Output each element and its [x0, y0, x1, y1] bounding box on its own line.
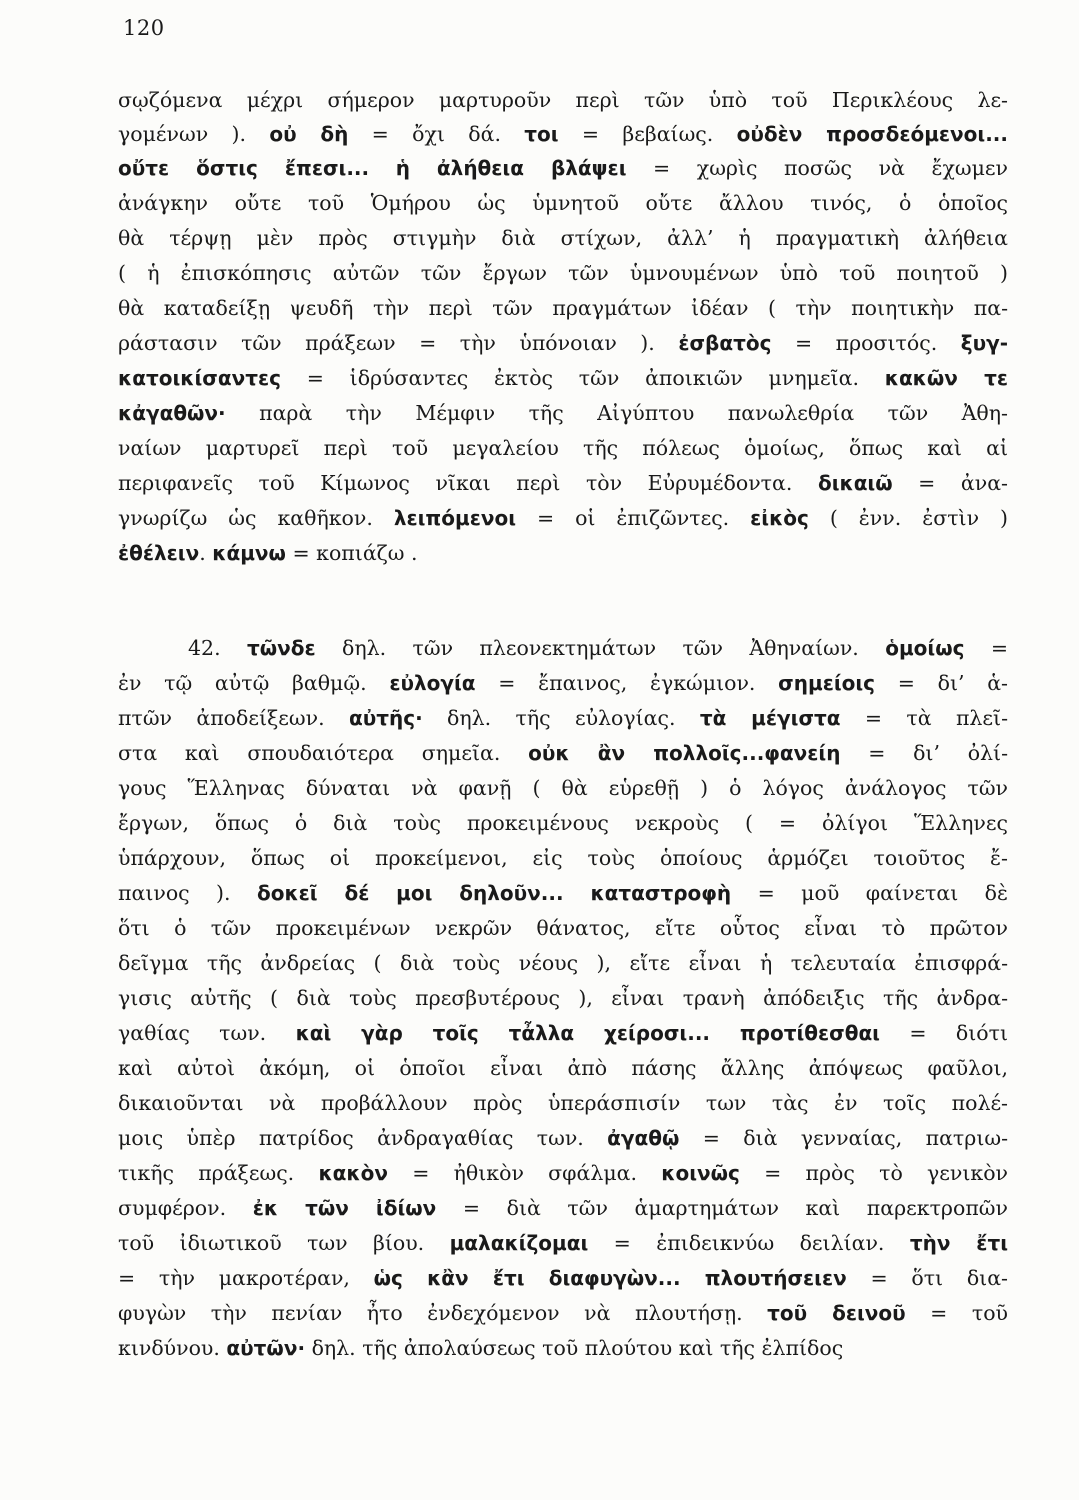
text-line [118, 875, 1008, 911]
lemma: λειπόμενοι [393, 506, 516, 530]
lemma: κακὸν [318, 1161, 388, 1185]
gloss-text: ράστασιν τῶν πράξεων = τὴν ὑπόνοιαν ). [118, 331, 679, 355]
gloss-text: περιφανεῖς τοῦ Κίμωνος νῖκαι περὶ τὸν Εὐρυμέδοντα. [118, 471, 818, 495]
text-line [118, 805, 1008, 841]
gloss-text: φυγὼν τὴν πενίαν ἦτο ἐνδεχόμενον νὰ πλουτήσῃ. [118, 1301, 768, 1325]
text-line [118, 980, 1008, 1016]
text-line [118, 465, 1008, 501]
lemma: δοκεῖ δέ μοι δηλοῦν... καταστροφὴ [256, 881, 732, 905]
text-line [118, 840, 1008, 876]
lemma: κἀγαθῶν· [118, 401, 226, 425]
text-line [118, 735, 1008, 771]
text-line [118, 1155, 1008, 1191]
text-line [118, 665, 1008, 701]
lemma: εὐλογία [389, 671, 476, 695]
gloss-text: ἐν τῷ αὐτῷ βαθμῷ. [118, 671, 390, 695]
text-line [118, 185, 1008, 221]
text-line [188, 630, 1008, 666]
gloss-text: καὶ αὐτοὶ ἀκόμη, οἱ ὁποῖοι εἶναι ἀπὸ πάσης ἄλλης ἀπόψεως φαῦλοι, [118, 1056, 1008, 1080]
gloss-text: = ἠθικὸν σφάλμα. [387, 1161, 662, 1185]
lemma: αὐτῶν· [226, 1336, 306, 1360]
lemma: κάμνω [212, 541, 286, 565]
text-line [118, 1085, 1008, 1121]
gloss-text: κινδύνου. [118, 1336, 227, 1360]
gloss-text: . [199, 541, 213, 565]
gloss-text: = διὰ γενναίας, πατριω- [679, 1126, 1008, 1150]
gloss-text: σῳζόμενα μέχρι σήμερον μαρτυροῦν περὶ τῶν ὑπὸ τοῦ Περικλέους λε- [118, 88, 1008, 112]
gloss-text: = [964, 636, 1008, 660]
page-number: 120 [123, 16, 165, 40]
gloss-text: συμφέρον. [118, 1196, 253, 1220]
lemma: οὐκ ἂν πολλοῖς...φανείη [528, 741, 841, 765]
gloss-text: = ἔπαινος, ἐγκώμιον. [475, 671, 779, 695]
lemma: τοῦ δεινοῦ [767, 1301, 906, 1325]
lemma: ὁμοίως [885, 636, 965, 660]
text-line [118, 395, 1008, 431]
gloss-text: = προσιτός. [771, 331, 961, 355]
gloss-text: = μοῦ φαίνεται δὲ [731, 881, 1008, 905]
gloss-text: = κοπιάζω . [285, 541, 418, 565]
gloss-text: γνωρίζω ὡς καθῆκον. [118, 506, 394, 530]
gloss-text: ( ἐνν. ἐστὶν ) [808, 506, 1008, 530]
gloss-text: ἀνάγκην οὔτε τοῦ Ὁμήρου ὡς ὑμνητοῦ οὔτε ἄλλου τινός, ὁ ὁποῖος [118, 191, 1008, 215]
gloss-text: δηλ. τῆς εὐλογίας. [422, 706, 700, 730]
gloss-text: = οἱ ἐπιζῶντες. [516, 506, 751, 530]
lemma: σημείοις [778, 671, 876, 695]
gloss-text: = τοῦ [905, 1301, 1008, 1325]
lemma: ἐκ τῶν ἰδίων [252, 1196, 437, 1220]
text-line [118, 500, 1008, 536]
gloss-text: = τὰ πλεῖ- [840, 706, 1008, 730]
gloss-text: = ἱδρύσαντες ἐκτὸς τῶν ἀποικιῶν μνημεῖα. [280, 366, 885, 390]
text-line [118, 910, 1008, 946]
text-line [118, 770, 1008, 806]
gloss-text: δικαιοῦνται νὰ προβάλλουν πρὸς ὑπεράσπισίν των τὰς ἐν τοῖς πολέ- [118, 1091, 1008, 1115]
gloss-text: ( ἡ ἐπισκόπησις αὐτῶν τῶν ἔργων τῶν ὑμνουμένων ὑπὸ τοῦ ποιητοῦ ) [118, 261, 1008, 285]
lemma: κατοικίσαντες [118, 366, 281, 390]
gloss-text: = τὴν μακροτέραν, [118, 1266, 374, 1290]
gloss-text: = χωρὶς ποσῶς νὰ ἔχωμεν [626, 156, 1008, 180]
lemma: καὶ γὰρ τοῖς τἆλλα χείροσι... προτίθεσθαι [295, 1021, 880, 1045]
text-line [118, 1260, 1008, 1296]
lemma: οὐ δὴ [269, 122, 349, 146]
text-line [118, 1190, 1008, 1226]
gloss-text: πτῶν ἀποδείξεων. [118, 706, 349, 730]
gloss-text: δεῖγμα τῆς ἀνδρείας ( διὰ τοὺς νέους ), εἴτε εἶναι ἡ τελευταία ἐπισφρά- [118, 951, 1008, 975]
gloss-text [369, 156, 396, 180]
text-line [118, 1330, 1008, 1366]
lemma: ξυγ- [960, 331, 1008, 355]
lemma: ἀγαθῷ [607, 1126, 680, 1150]
text-line [118, 82, 1008, 118]
gloss-text: παρὰ τὴν Μέμφιν τῆς Αἰγύπτου πανωλεθρία τῶν Ἀθη- [225, 401, 1008, 425]
gloss-text: γους Ἕλληνας δύναται νὰ φανῇ ( θὰ εὑρεθῇ ) ὁ λόγος ἀνάλογος τῶν [118, 776, 1008, 800]
text-line [118, 1015, 1008, 1051]
lemma: τὰ μέγιστα [699, 706, 841, 730]
text-line [118, 116, 1008, 152]
text-line [118, 325, 1008, 361]
text-line [118, 290, 1008, 326]
gloss-text: = διότι [879, 1021, 1008, 1045]
gloss-text: = πρὸς τὸ γενικὸν [739, 1161, 1008, 1185]
gloss-text: ἔργων, ὅπως ὁ διὰ τοὺς προκειμένους νεκροὺς ( = ὀλίγοι Ἕλληνες [118, 811, 1008, 835]
text-line [118, 1295, 1008, 1331]
gloss-text: = δι’ ἁ- [875, 671, 1008, 695]
text-line [118, 430, 1008, 466]
gloss-text: γαθίας των. [118, 1021, 296, 1045]
text-line [118, 1120, 1008, 1156]
gloss-text: παινος ). [118, 881, 257, 905]
gloss-text: δηλ. τῶν πλεονεκτημάτων τῶν Ἀθηναίων. [315, 636, 886, 660]
gloss-text: = δι’ ὀλί- [840, 741, 1008, 765]
lemma: ἐσβατὸς [678, 331, 772, 355]
lemma: τὴν ἔτι [909, 1231, 1008, 1255]
lemma: κοινῶς [661, 1161, 740, 1185]
text-line [118, 700, 1008, 736]
text-line [118, 945, 1008, 981]
gloss-text: ὑπάρχουν, ὅπως οἱ προκείμενοι, εἰς τοὺς ὁποίους ἁρμόζει τοιοῦτος ἔ- [118, 846, 1008, 870]
gloss-text: ὅτι ὁ τῶν προκειμένων νεκρῶν θάνατος, εἴτε οὗτος εἶναι τὸ πρῶτον [118, 916, 1008, 940]
gloss-text: γισις αὐτῆς ( διὰ τοὺς πρεσβυτέρους ), εἶναι τρανὴ ἀπόδειξις τῆς ἀνδρα- [118, 986, 1008, 1010]
lemma: ὡς κἂν ἔτι διαφυγὼν... πλουτήσειεν [373, 1266, 847, 1290]
text-line [118, 150, 1008, 186]
gloss-text: θὰ καταδείξῃ ψευδῆ τὴν περὶ τῶν πραγμάτων ἰδέαν ( τὴν ποιητικὴν πα- [118, 296, 1008, 320]
gloss-text: = ἀνα- [892, 471, 1008, 495]
lemma: τοι [524, 122, 559, 146]
gloss-text: στα καὶ σπουδαιότερα σημεῖα. [118, 741, 529, 765]
gloss-text: 42. [188, 636, 247, 660]
text-line [118, 1050, 1008, 1086]
gloss-text: = βεβαίως. [558, 122, 737, 146]
text-line [118, 220, 1008, 256]
gloss-text: ναίων μαρτυρεῖ περὶ τοῦ μεγαλείου τῆς πόλεως ὁμοίως, ὅπως καὶ αἱ [118, 436, 1008, 460]
lemma: τῶνδε [246, 636, 316, 660]
gloss-text: τοῦ ἰδιωτικοῦ των βίου. [118, 1231, 450, 1255]
gloss-text: δηλ. τῆς ἀπολαύσεως τοῦ πλούτου καὶ τῆς ἐλπίδος [305, 1336, 844, 1360]
text-line [118, 360, 1008, 396]
text-line [118, 1225, 1008, 1261]
gloss-text: = διὰ τῶν ἁμαρτημάτων καὶ παρεκτροπῶν [436, 1196, 1008, 1220]
lemma: μαλακίζομαι [449, 1231, 589, 1255]
lemma: δικαιῶ [817, 471, 893, 495]
gloss-text: γομένων ). [118, 122, 270, 146]
text-line [118, 255, 1008, 291]
gloss-text: τικῆς πράξεως. [118, 1161, 319, 1185]
gloss-text: = ὅτι δια- [846, 1266, 1008, 1290]
lemma: οὐδὲν προσδεόμενοι... [736, 122, 1008, 146]
lemma: αὐτῆς· [348, 706, 423, 730]
lemma: ἡ ἀλήθεια βλάψει [395, 156, 627, 180]
gloss-text: μοις ὑπὲρ πατρίδος ἀνδραγαθίας των. [118, 1126, 608, 1150]
gloss-text: = ὄχι δά. [348, 122, 525, 146]
gloss-text: θὰ τέρψῃ μὲν πρὸς στιγμὴν διὰ στίχων, ἀλλ’ ἡ πραγματικὴ ἀλήθεια [118, 226, 1008, 250]
lemma: κακῶν τε [884, 366, 1008, 390]
lemma: οὔτε ὅστις ἔπεσι... [118, 156, 370, 180]
text-line [118, 535, 1008, 571]
lemma: ἐθέλειν [118, 541, 200, 565]
gloss-text: = ἐπιδεικνύω δειλίαν. [588, 1231, 910, 1255]
lemma: εἰκὸς [750, 506, 809, 530]
